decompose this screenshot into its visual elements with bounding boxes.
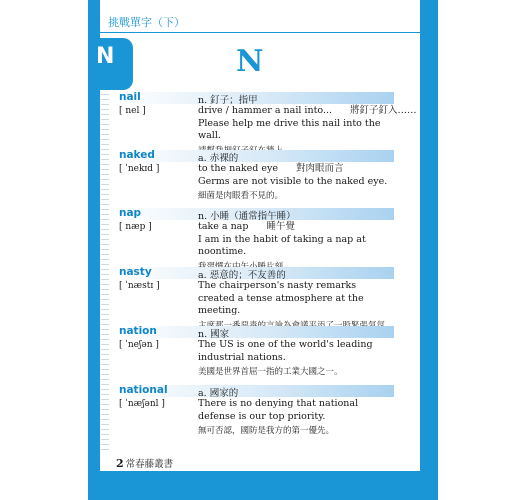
page-number: 2 — [116, 457, 124, 470]
example-sentence: Germs are not visible to the naked eye. — [198, 175, 388, 187]
phrase-translation: 睡午覺 — [266, 221, 295, 232]
phonetic: [ ˈnæstɪ ] — [119, 281, 160, 291]
headword: nail — [119, 91, 141, 103]
phrase-translation: 對肉眼而言 — [296, 163, 344, 174]
entry-headword-bar — [116, 208, 394, 220]
entry-national — [116, 384, 394, 436]
phonetic: [ næp ] — [119, 222, 152, 232]
entry-headword-bar — [116, 385, 394, 397]
phonetic: [ ˈnæʃənl ] — [119, 399, 165, 409]
definition: a. 惡意的；不友善的 — [198, 270, 286, 281]
phrase: to the naked eye — [198, 163, 279, 174]
bottom-border — [88, 471, 438, 500]
section-letter: N — [236, 44, 264, 79]
example-sentence: The chairperson's nasty remarks created a tense atmosphere at the meeting. — [198, 280, 364, 316]
entry-body — [198, 163, 394, 203]
example-sentence: The US is one of the world's leading industrial nations. — [198, 339, 373, 363]
entry-nail — [116, 91, 417, 141]
headword: nation — [119, 325, 157, 337]
definition: n. 釘子；指甲 — [198, 95, 258, 106]
headword: nasty — [119, 266, 152, 278]
example-translation: 細菌是肉眼看不見的。 — [198, 191, 284, 201]
definition: n. 小睡（通常指午睡） — [198, 211, 296, 222]
entry-naked — [116, 149, 394, 201]
entry-headword-bar — [116, 92, 394, 104]
example-sentence: Please help me drive this nail into the wall. — [198, 117, 381, 141]
phrase-line — [198, 105, 417, 118]
entry-headword-bar — [116, 150, 394, 162]
entry-body — [198, 280, 394, 332]
entry-nasty — [116, 266, 394, 316]
headword: naked — [119, 149, 155, 161]
phonetic: [ ˈneʃən ] — [119, 340, 159, 350]
entry-body — [198, 221, 394, 273]
example-translation: 無可否認，國防是我方的第一優先。 — [198, 426, 335, 436]
entry-headword-bar — [116, 267, 394, 279]
headword: national — [119, 384, 168, 396]
definition: a. 國家的 — [198, 388, 239, 399]
entry-headword-bar — [116, 326, 394, 338]
headword: nap — [119, 207, 142, 219]
phrase: take a nap — [198, 221, 249, 232]
page-footer — [116, 456, 173, 470]
definition: n. 國家 — [198, 329, 230, 340]
entry-body — [198, 398, 394, 438]
entry-body — [198, 339, 394, 379]
definition: a. 赤裸的 — [198, 153, 239, 164]
phrase-translation: 將釘子釘入…… — [350, 105, 417, 116]
header-title: 挑戰單字（下） — [108, 16, 185, 29]
series-name: 常春藤叢書 — [125, 459, 174, 470]
phrase-line — [198, 221, 394, 234]
example-translation: 美國是世界首屈一指的工業大國之一。 — [198, 367, 343, 377]
example-sentence: There is no denying that national defense is our top priority. — [198, 398, 359, 422]
phrase: drive / hammer a nail into... — [198, 105, 333, 116]
margin-lines — [101, 94, 111, 456]
phonetic: [ ˈnekɪd ] — [119, 164, 160, 174]
right-border — [420, 0, 438, 500]
letter-index-label: N — [96, 44, 115, 69]
phrase-line — [198, 163, 394, 176]
phonetic: [ nel ] — [119, 106, 146, 116]
example-sentence: I am in the habit of taking a nap at noontime. — [198, 233, 366, 257]
entry-nation — [116, 325, 394, 377]
header-rule — [100, 32, 420, 33]
entry-nap — [116, 207, 394, 257]
letter-index-tab[interactable] — [88, 38, 133, 90]
